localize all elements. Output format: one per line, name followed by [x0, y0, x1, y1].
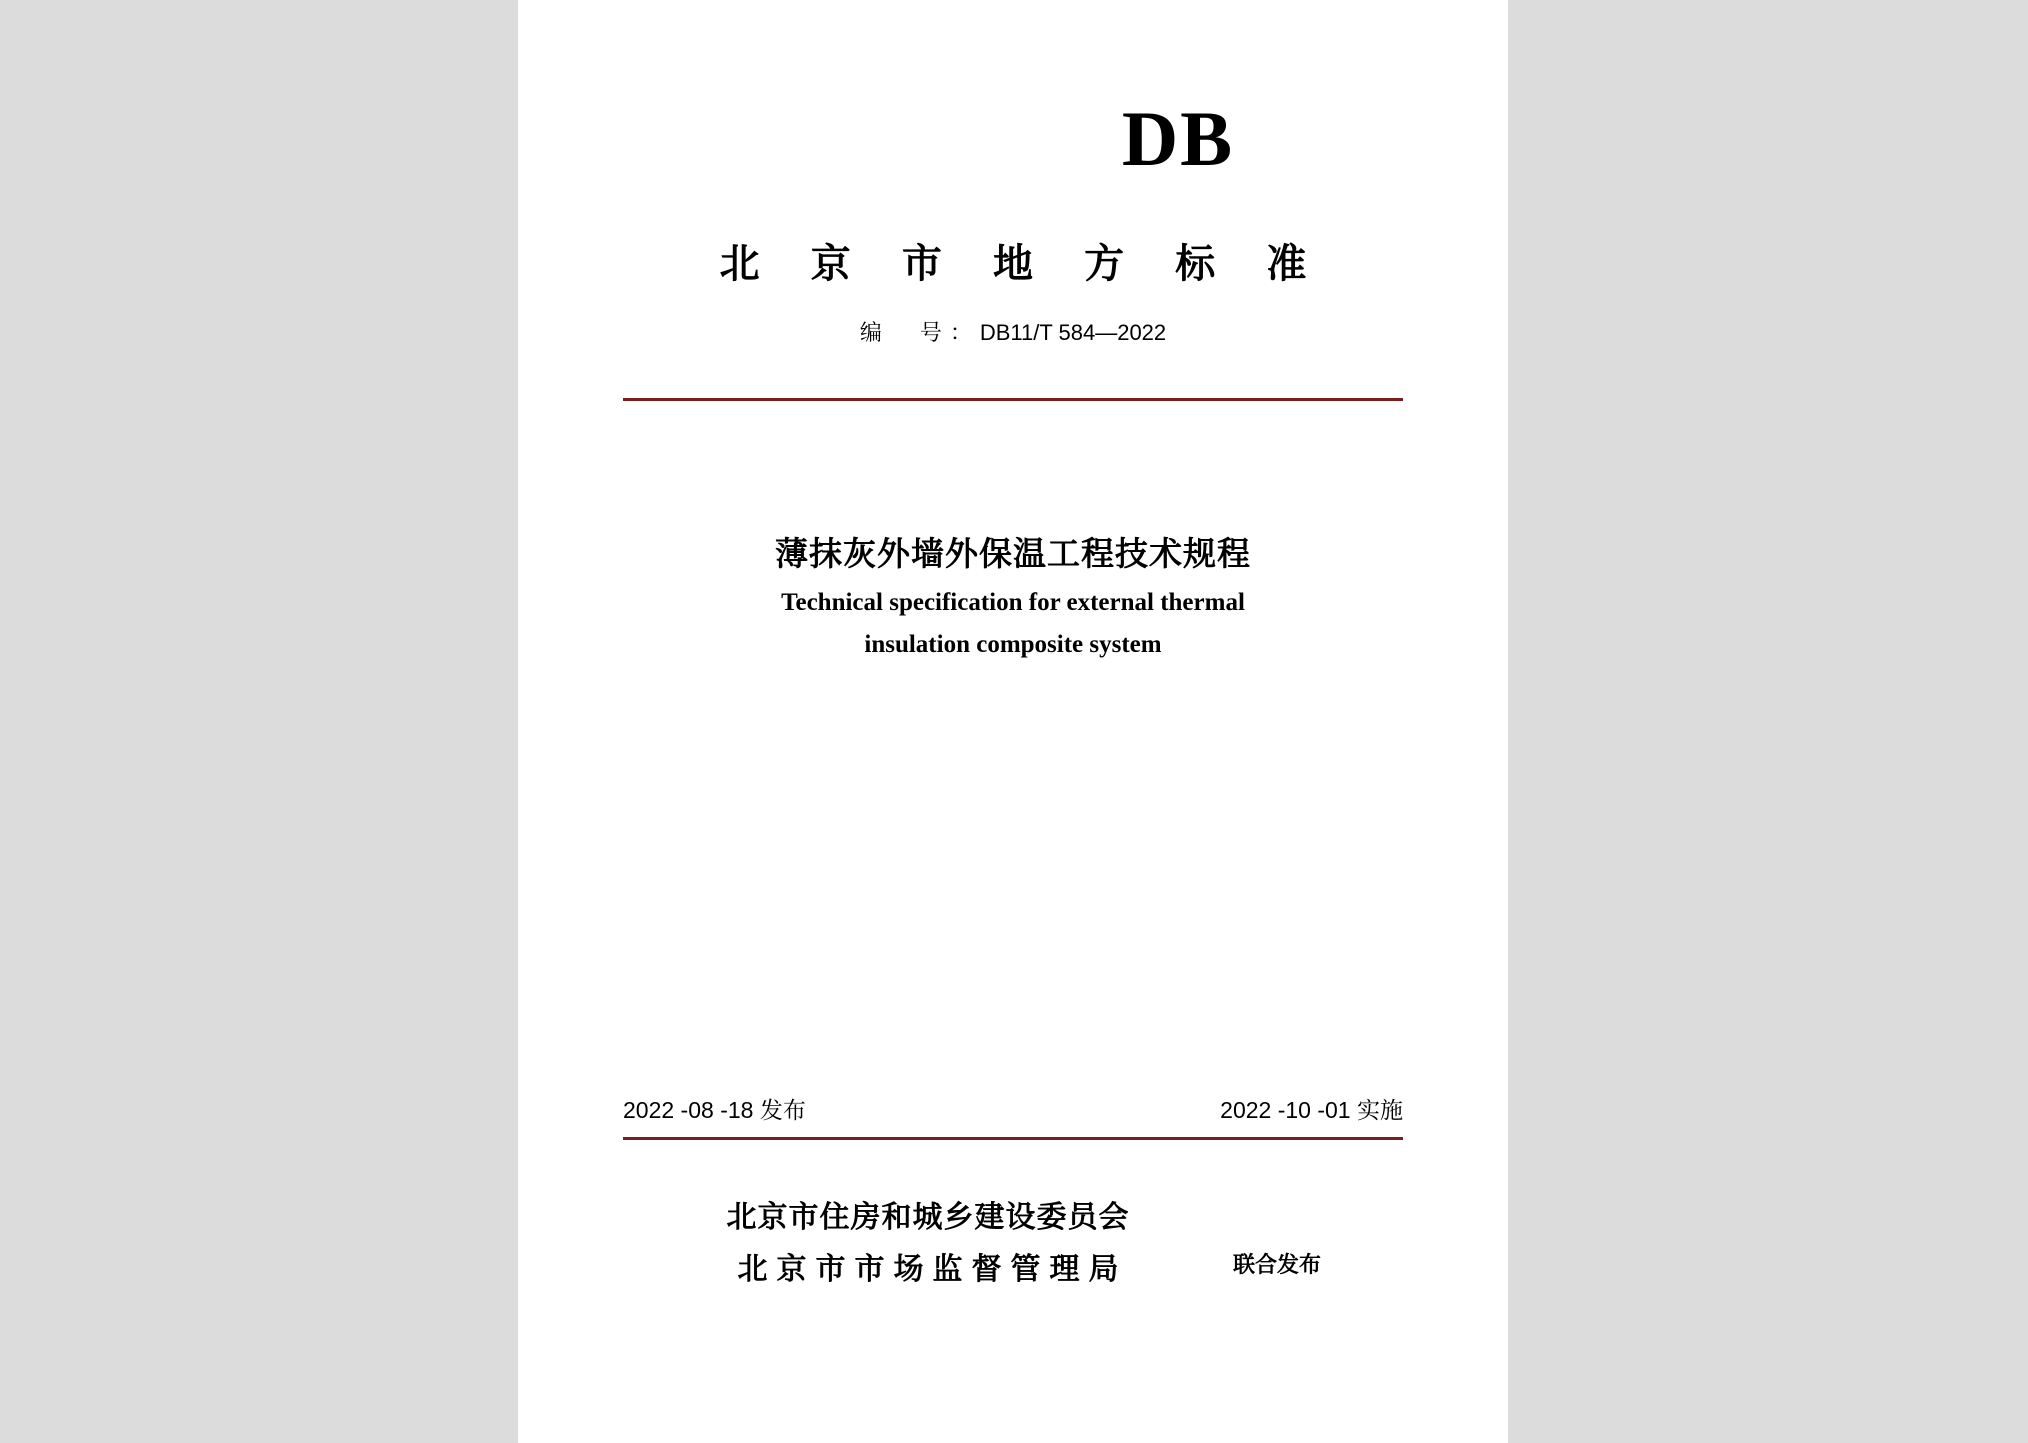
- date-row: [623, 1092, 1403, 1128]
- document-title-english-line1: Technical specification for external thermal: [781, 589, 1245, 616]
- document-title-english: [518, 582, 1508, 666]
- publisher-line-1: 北京市住房和城乡建设委员会: [726, 1201, 1130, 1234]
- standard-number-label: 编 号：: [859, 320, 980, 345]
- publisher-block: [623, 1192, 1403, 1312]
- effective-date: 2022 -10 -01 实施: [1220, 1097, 1403, 1123]
- divider-top: [623, 398, 1403, 401]
- db-logo-text: DB: [1121, 95, 1235, 182]
- standard-number: [518, 316, 1508, 347]
- document-page: [518, 0, 1508, 1443]
- publisher-line-2: 北京市市场监督管理局: [737, 1253, 1128, 1286]
- divider-bottom: [623, 1137, 1403, 1140]
- joint-issue-label: 联合发布: [1233, 1252, 1322, 1277]
- issue-date: 2022 -08 -18 发布: [623, 1097, 806, 1123]
- db-logo: [518, 95, 1508, 182]
- standard-number-value: DB11/T 584—2022: [979, 320, 1167, 345]
- standard-type-title: 北 京 市 地 方 标 准: [719, 242, 1327, 286]
- document-title-chinese: 薄抹灰外墙外保温工程技术规程: [775, 535, 1251, 572]
- publisher-names: [623, 1192, 1233, 1296]
- document-title-english-line2: insulation composite system: [864, 631, 1162, 658]
